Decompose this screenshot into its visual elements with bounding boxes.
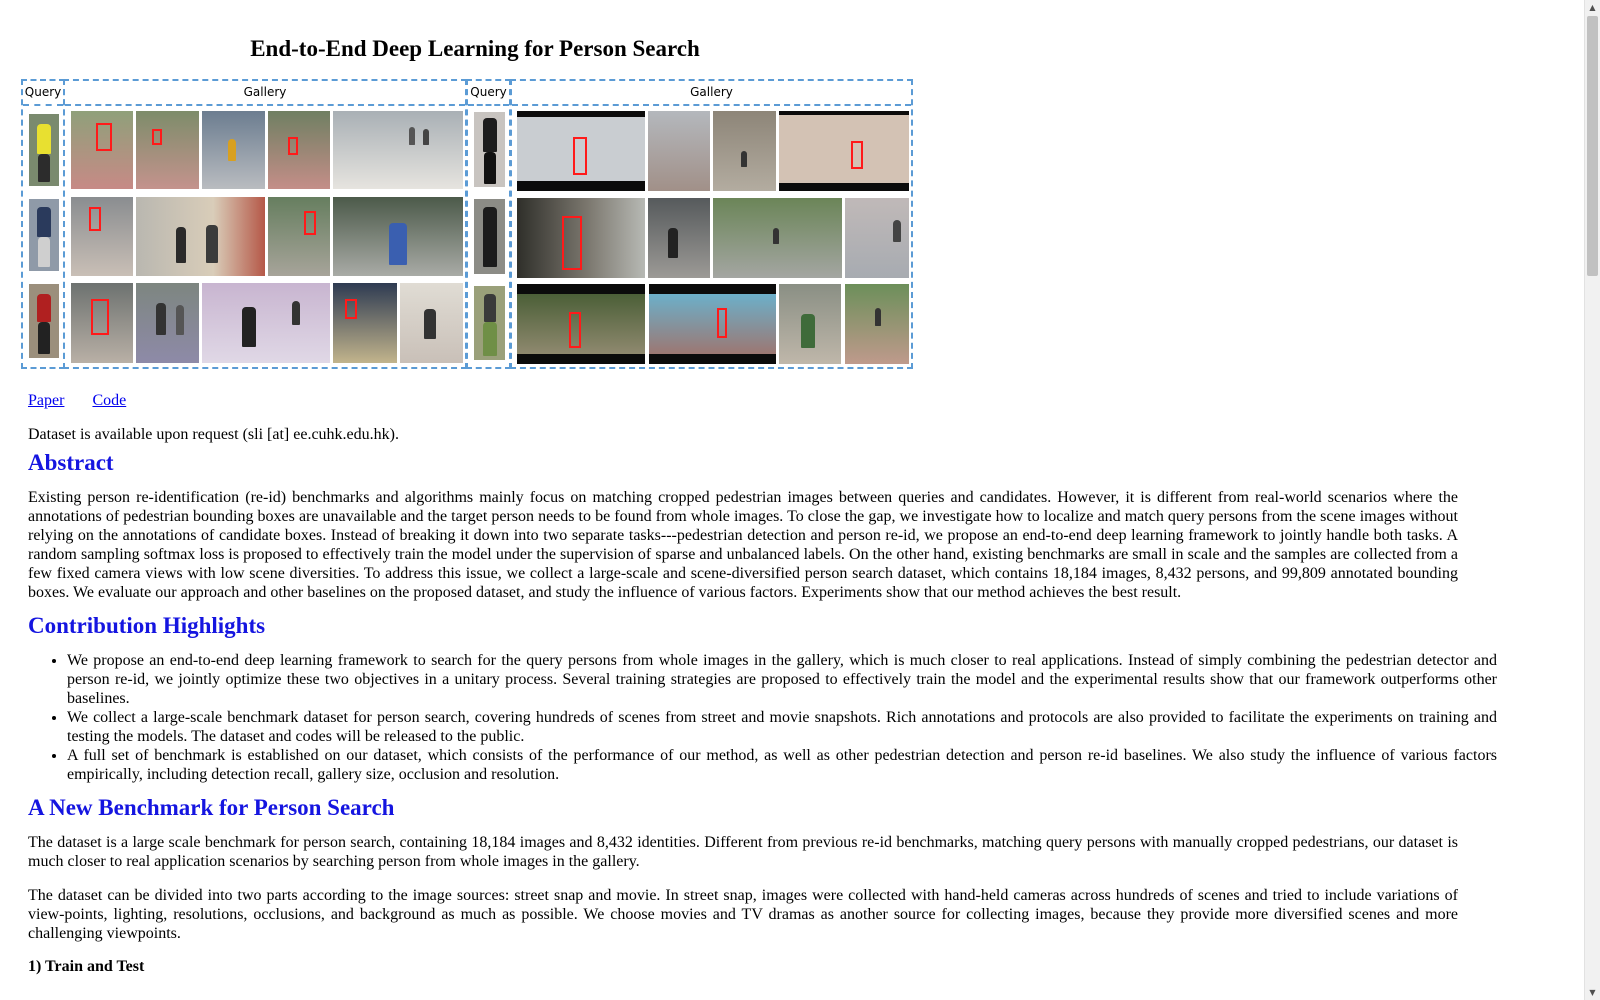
right-gallery-panel (510, 79, 913, 369)
gallery-thumbnail (845, 198, 909, 278)
query-thumbnail (474, 112, 505, 187)
query-thumbnail (474, 286, 505, 360)
scroll-down-arrow-icon[interactable]: ▼ (1589, 988, 1596, 997)
highlight-item: • We collect a large-scale benchmark dataset for person search, covering hundreds of scenes from street and movie snapshots. Rich annotations and protocols are also provided to facilitate the experiments on training and testing the models. The dataset and codes will be released to the public. (67, 708, 1497, 746)
scroll-up-arrow-icon[interactable]: ▲ (1589, 3, 1596, 12)
gallery-thumbnail (71, 111, 133, 189)
benchmark-paragraph-2: The dataset can be divided into two parts according to the image sources: street snap and movie. In street snap, images were collected with hand-held cameras across hundreds of scenes and tried to include variations of view-points, lighting, resolutions, occlusions, and background as much as possible. We choose movies and TV dramas as another source for collecting images, because they provide more diversified scenes and more challenging viewpoints. (28, 887, 1458, 942)
gallery-thumbnail (400, 283, 463, 363)
gallery-thumbnail (713, 111, 776, 191)
left-query-label: Query (23, 81, 63, 106)
gallery-thumbnail (136, 111, 199, 189)
abstract-text: Existing person re-identification (re-id) benchmarks and algorithms mainly focus on matching cropped pedestrian images between queries and candidates. However, it is different from real-world scenarios where the annotations of pedestrian bounding boxes are unavailable and the target person needs to be found from whole images. To close the gap, we investigate how to localize and match query persons from the scene images without relying on the annotations of candidate boxes. Instead of breaking it down into two separate tasks---pedestrian detection and person re-id, we propose an end-to-end deep learning framework to jointly handle both tasks. A random sampling softmax loss is proposed to effectively train the model under the supervision of sparse and unbalanced labels. On the other hand, existing benchmarks are small in scale and the samples are collected from a few fixed camera views with low scene diversities. To address this issue, we collect a large-scale and scene-diversified person search dataset, which contains 18,184 images, 8,432 persons, and 99,809 annotated bounding boxes. We evaluate our approach and other baselines on the proposed dataset, and study the influence of various factors. Experiments show that our method achieves the best result. (28, 489, 1458, 601)
left-gallery-panel (63, 79, 467, 369)
gallery-thumbnail (517, 284, 645, 364)
right-query-panel (466, 79, 511, 369)
gallery-thumbnail (202, 111, 265, 189)
right-gallery-label: Gallery (512, 81, 911, 106)
highlights-heading: Contribution Highlights (28, 613, 266, 638)
train-test-subheading: 1) Train and Test (28, 958, 145, 975)
query-thumbnail (29, 199, 59, 271)
highlight-item: • We propose an end-to-end deep learning framework to search for the query persons from whole images in the gallery, which is much closer to real applications. Instead of simply combining the pedestrian detector and person re-id, we jointly optimize these two objectives in a unitary process. Several training strategies are proposed to effectively train the model and the experimental results show that our framework outperforms other baselines. (67, 651, 1497, 708)
code-link[interactable]: Code (92, 392, 127, 409)
gallery-thumbnail (779, 111, 909, 191)
vertical-scrollbar[interactable] (1584, 0, 1600, 1000)
gallery-thumbnail (779, 284, 841, 364)
highlight-item: • A full set of benchmark is established on our dataset, which consists of the performance of our method, as well as other pedestrian detection and person re-id baselines. We also study the influence of various factors empirically, including detection recall, gallery size, occlusion and resolution. (67, 746, 1497, 784)
dataset-availability-note: Dataset is available upon request (sli [at] ee.cuhk.edu.hk). (28, 426, 399, 443)
paper-link[interactable]: Paper (28, 392, 65, 409)
right-query-label: Query (468, 81, 509, 106)
scroll-thumb[interactable] (1587, 16, 1598, 276)
query-thumbnail (474, 199, 505, 274)
page-title: End-to-End Deep Learning for Person Search (250, 36, 700, 61)
person-search-figure (21, 79, 933, 374)
gallery-thumbnail (333, 111, 463, 189)
gallery-thumbnail (71, 283, 133, 363)
query-thumbnail (29, 284, 59, 358)
gallery-thumbnail (268, 197, 330, 276)
gallery-thumbnail (517, 198, 645, 278)
gallery-thumbnail (268, 111, 330, 189)
gallery-thumbnail (71, 197, 133, 276)
highlights-list (28, 651, 1497, 784)
gallery-thumbnail (333, 197, 463, 276)
benchmark-paragraph-1: The dataset is a large scale benchmark for person search, containing 18,184 images and 8,432 identities. Different from previous re-id benchmarks, matching query persons with manually cropped pedestrians, our dataset is much closer to real application scenarios by searching person from whole images in the gallery. (28, 834, 1458, 870)
gallery-thumbnail (648, 198, 710, 278)
benchmark-heading: A New Benchmark for Person Search (28, 795, 395, 820)
left-gallery-label: Gallery (65, 81, 465, 106)
gallery-thumbnail (648, 111, 710, 191)
abstract-heading: Abstract (28, 450, 114, 475)
gallery-thumbnail (713, 198, 842, 278)
resource-links (28, 392, 150, 410)
gallery-thumbnail (517, 111, 645, 191)
gallery-thumbnail (136, 283, 199, 363)
gallery-thumbnail (333, 283, 397, 363)
gallery-thumbnail (845, 284, 909, 364)
gallery-thumbnail (136, 197, 265, 276)
gallery-thumbnail (202, 283, 330, 363)
left-query-panel (21, 79, 65, 369)
gallery-thumbnail (649, 284, 776, 364)
query-thumbnail (29, 114, 59, 186)
